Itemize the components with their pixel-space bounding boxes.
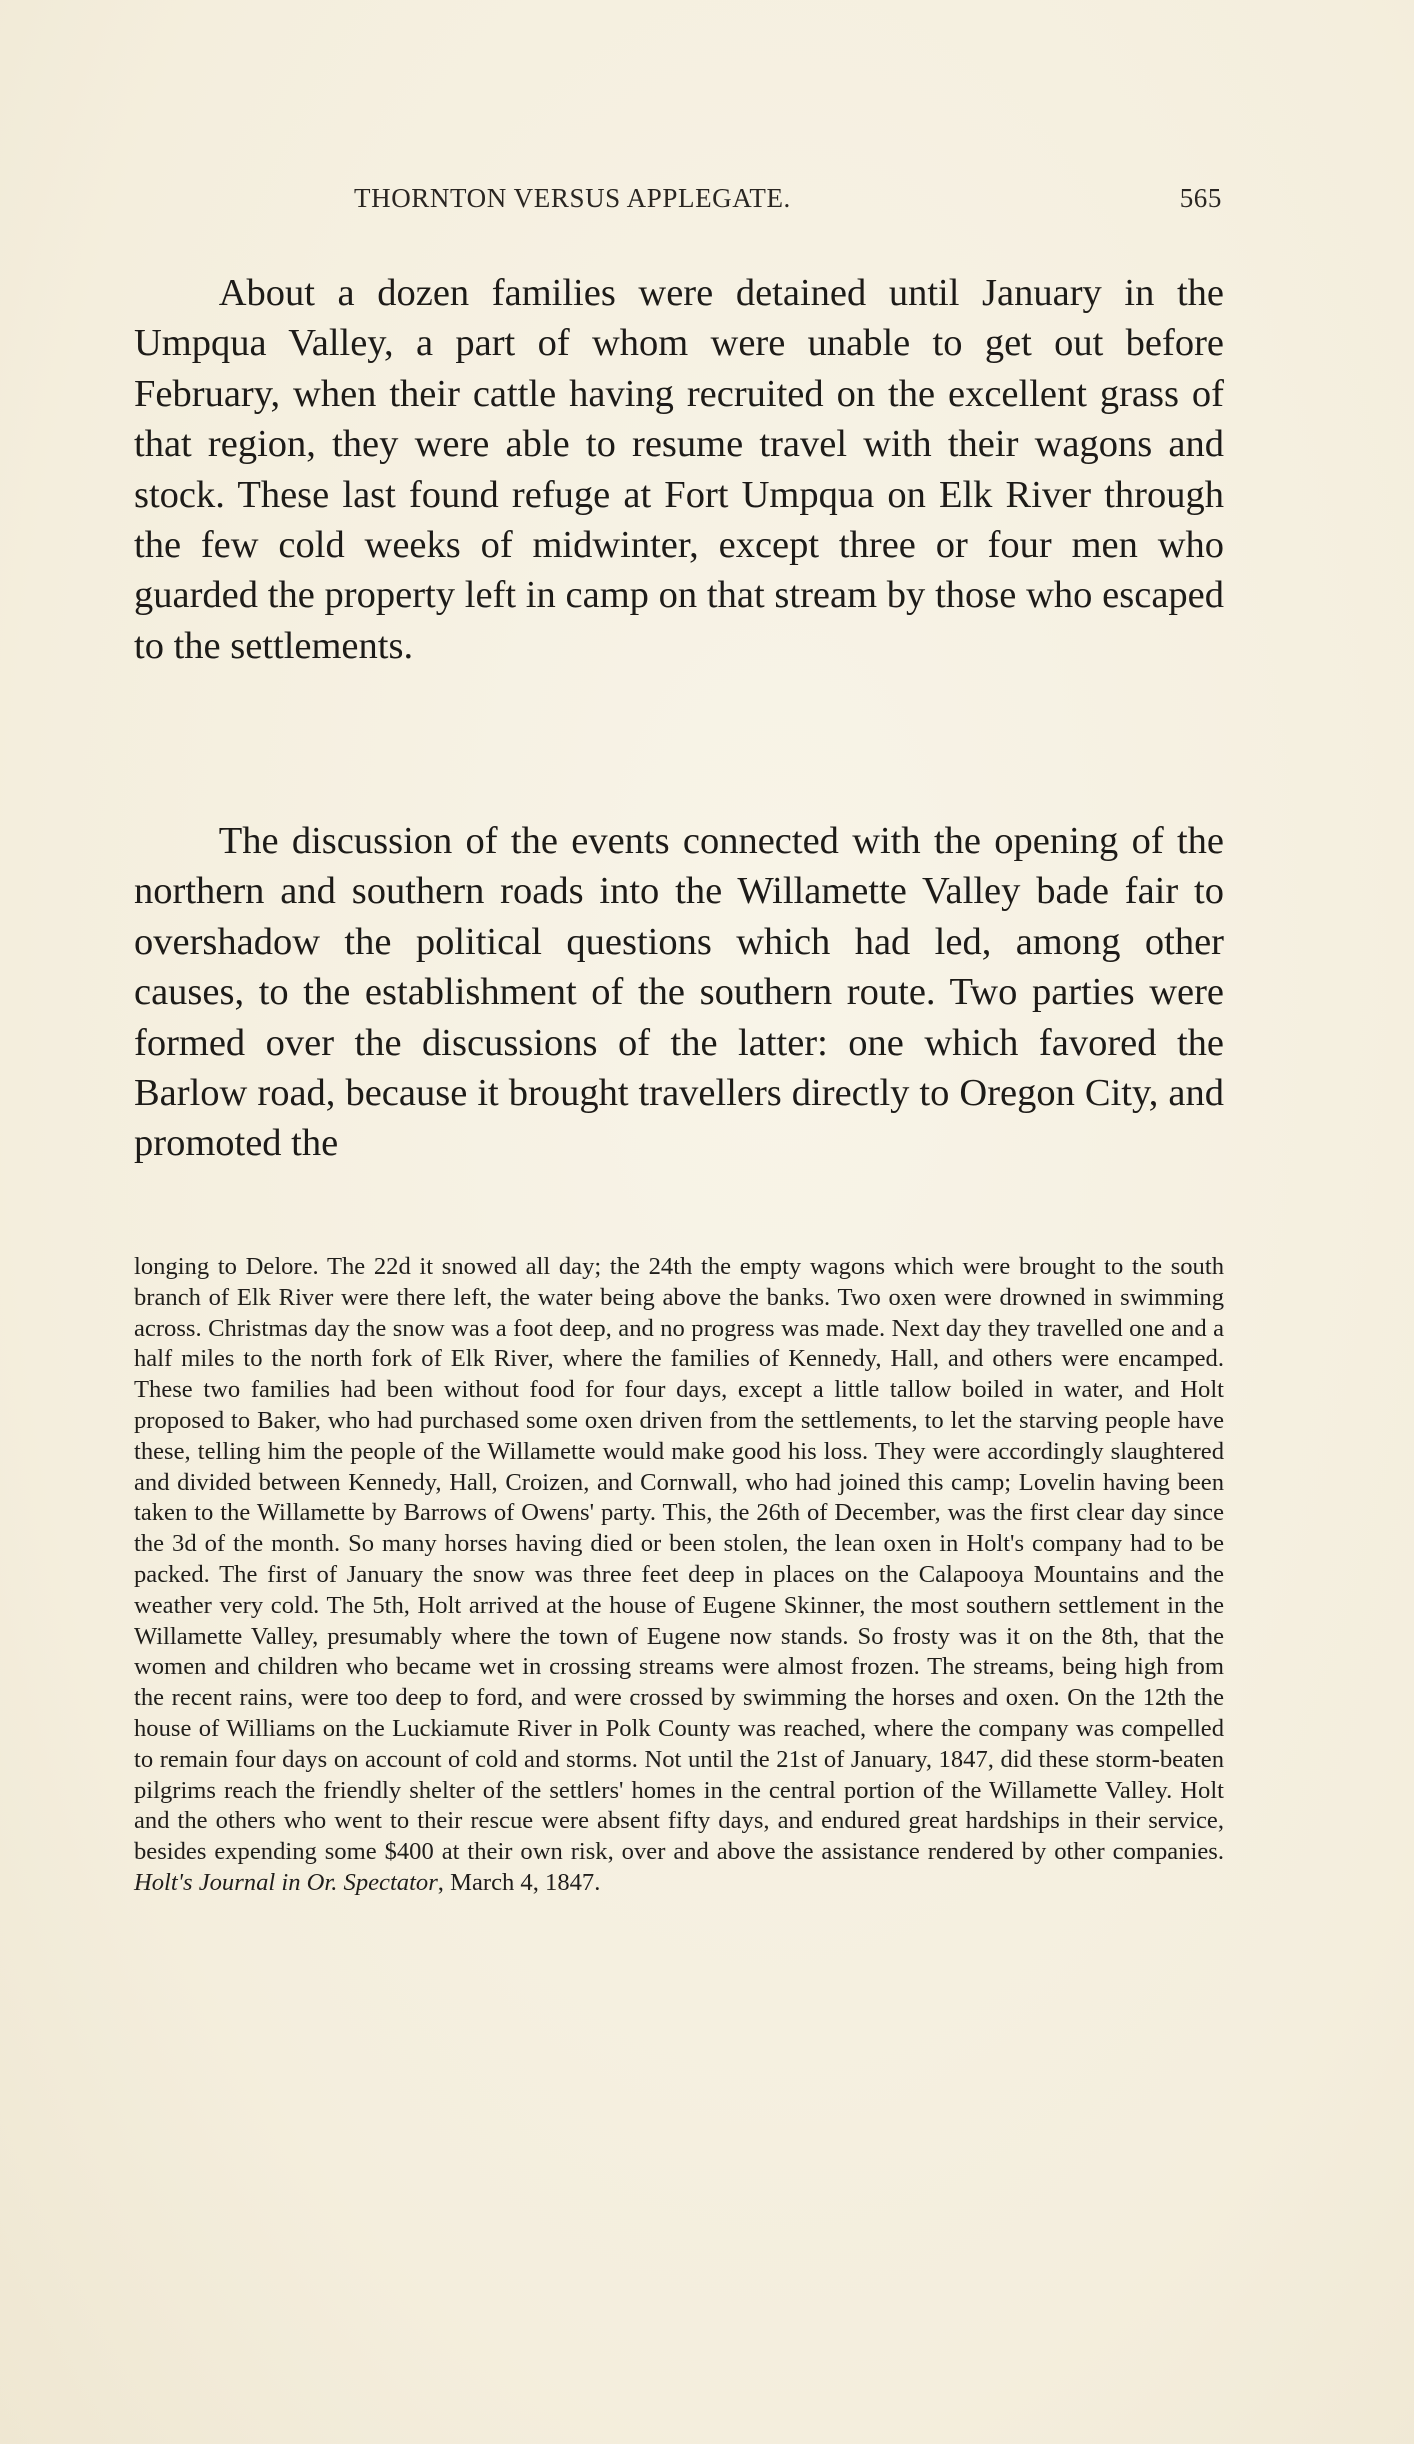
running-head <box>132 183 1222 223</box>
footnote <box>134 1252 1224 1899</box>
footnote-text: longing to Delore. The 22d it snowed all day; the 24th the empty wagons which were brought to the south branch of Elk River were there left, the water being above the banks. Two oxen were drowned in swimming across. Christmas day the snow was a foot deep, and no progress was made. Next day they travelled one and a half miles to the north fork of Elk River, where the families of Kennedy, Hall, and others were encamped. These two families had been without food for four days, except a little tallow boiled in water, and Holt proposed to Baker, who had purchased some oxen driven from the settlements, to let the starving people have these, telling him the people of the Willamette would make good his loss. They were accordingly slaughtered and divided between Kennedy, Hall, Croizen, and Cornwall, who had joined this camp; Lovelin having been taken to the Willamette by Barrows of Owens' party. This, the 26th of December, was the first clear day since the 3d of the month. So many horses having died or been stolen, the lean oxen in Holt's company had to be packed. The first of January the snow was three feet deep in places on the Calapooya Mountains and the weather very cold. The 5th, Holt arrived at the house of Eugene Skinner, the most southern settlement in the Willamette Valley, presumably where the town of Eugene now stands. So frosty was it on the 8th, that the women and children who became wet in crossing streams were almost frozen. The streams, being high from the recent rains, were too deep to ford, and were crossed by swimming the horses and oxen. On the 12th the house of Williams on the Luckiamute River in Polk County was reached, where the company was compelled to remain four days on account of cold and storms. Not until the 21st of January, 1847, did these storm-beaten pilgrims reach the friendly shelter of the settlers' homes in the central portion of the Willamette Valley. Holt and the others who went to their rescue were absent fifty days, and endured great hardships in their service, besides expending some $400 at their own risk, over and above the assistance rendered by other companies. <box>134 1253 1224 1866</box>
footnote-citation-source: Holt's Journal in Or. Spectator <box>134 1868 438 1896</box>
body-paragraph: About a dozen families were detained until January in the Umpqua Valley, a part of whom were unable to get out before February, when their cattle having recruited on the excellent grass of that region, they were able to resume travel with their wagons and stock. These last found refuge at Fort Umpqua on Elk River through the few cold weeks of midwinter, except three or four men who guarded the property left in camp on that stream by those who escaped to the settlements. <box>134 272 1224 667</box>
page-number: 565 <box>1179 183 1222 213</box>
footnote-citation-date: , March 4, 1847. <box>437 1868 601 1896</box>
running-title: THORNTON VERSUS APPLEGATE. <box>354 183 791 213</box>
body-paragraph: The discussion of the events connected with the opening of the northern and southern roads into the Willamette Valley bade fair to overshadow the political questions which had led, among other causes, to the establishment of the southern route. Two parties were formed over the discussions of the latter: one which favored the Barlow road, because it brought travellers directly to Oregon City, and promoted the <box>134 820 1224 1165</box>
